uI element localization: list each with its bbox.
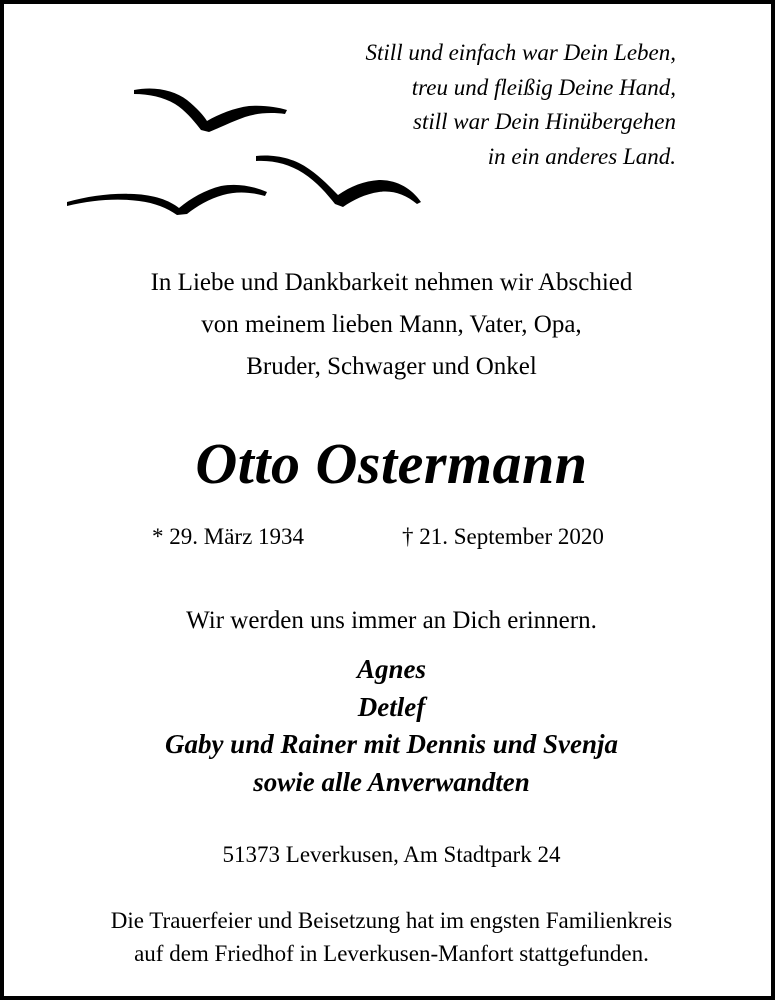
notice-line: Die Trauerfeier und Beisetzung hat im engsten Familienkreis bbox=[110, 908, 673, 933]
death-date: † 21. September 2020 bbox=[402, 524, 604, 549]
address: 51373 Leverkusen, Am Stadtpark 24 bbox=[222, 842, 561, 867]
funeral-notice bbox=[4, 904, 775, 970]
bird-icon bbox=[256, 156, 421, 207]
bird-icon bbox=[134, 88, 287, 132]
mourners-list bbox=[4, 651, 775, 801]
mourner-line: Detlef bbox=[357, 691, 426, 722]
mourner-line: Agnes bbox=[356, 654, 427, 684]
mourner-line: Gaby und Rainer mit Dennis und Svenja bbox=[164, 729, 619, 759]
poem-line: Still und einfach war Dein Leben, bbox=[365, 40, 676, 65]
intro-line: von meinem lieben Mann, Vater, Opa, bbox=[201, 311, 582, 338]
intro-line: In Liebe und Dankbarkeit nehmen wir Abschied bbox=[150, 269, 633, 296]
intro-line: Bruder, Schwager und Onkel bbox=[246, 353, 537, 380]
poem-line: treu und fleißig Deine Hand, bbox=[411, 74, 676, 100]
flying-birds-icon bbox=[59, 74, 429, 224]
remembrance-line: Wir werden uns immer an Dich erinnern. bbox=[186, 607, 597, 634]
poem-line: in ein anderes Land. bbox=[487, 143, 676, 169]
farewell-intro bbox=[4, 262, 775, 388]
bird-icon bbox=[67, 185, 267, 215]
mourner-line: sowie alle Anverwandten bbox=[253, 766, 530, 797]
notice-line: auf dem Friedhof in Leverkusen-Manfort stattgefunden. bbox=[134, 941, 649, 966]
deceased-name: Otto Ostermann bbox=[195, 431, 588, 496]
poem-line: still war Dein Hinübergehen bbox=[413, 109, 676, 134]
birth-date: * 29. März 1934 bbox=[152, 524, 305, 549]
